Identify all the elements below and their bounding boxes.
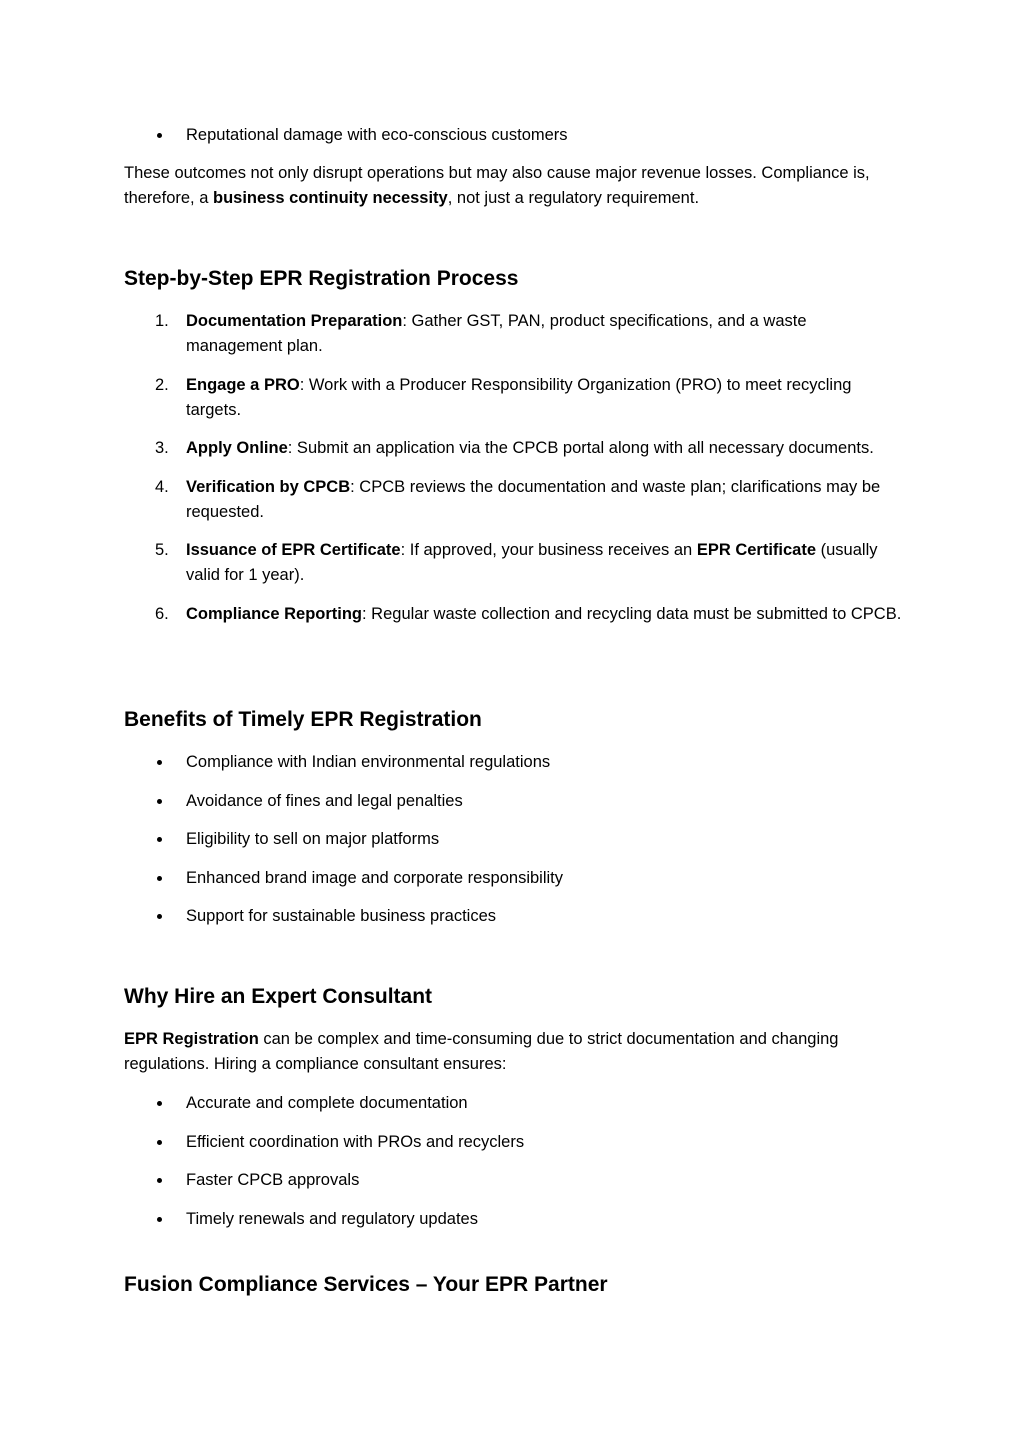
- list-item: [124, 1130, 904, 1155]
- consultant-paragraph: [124, 1027, 904, 1077]
- step-text: : Regular waste collection and recycling data must be submitted to CPCB.: [362, 604, 902, 623]
- step-item: [124, 475, 904, 525]
- list-item: [124, 904, 904, 929]
- step-text: : Gather GST, PAN, product specifications, and a waste management plan.: [186, 312, 807, 355]
- bullet-icon: [157, 1101, 162, 1106]
- list-item-text: Efficient coordination with PROs and recyclers: [186, 1132, 525, 1151]
- bullet-icon: [157, 760, 162, 765]
- paragraph-bold: business continuity necessity: [212, 189, 448, 207]
- paragraph-bold: EPR Registration: [124, 1030, 259, 1048]
- list-item: [124, 1091, 904, 1116]
- step-text: : Submit an application via the CPCB portal along with all necessary documents.: [287, 439, 874, 457]
- step-title: Engage a PRO: [186, 375, 300, 394]
- step-text: (usually valid for 1 year).: [186, 541, 878, 584]
- step-title: Compliance Reporting: [186, 604, 363, 623]
- list-item-text: Eligibility to sell on major platforms: [186, 830, 440, 848]
- list-item-text: Accurate and complete documentation: [186, 1094, 468, 1112]
- step-title: Issuance of EPR Certificate: [186, 541, 401, 559]
- step-number: 5.: [155, 541, 169, 559]
- step-bold-inline: EPR Certificate: [696, 541, 817, 559]
- list-item: [124, 123, 904, 148]
- list-item: [124, 1168, 904, 1193]
- step-text: : Work with a Producer Responsibility Organization (PRO) to meet recycling targets.: [186, 375, 852, 419]
- step-text: : If approved, your business receives an: [400, 541, 697, 559]
- step-item: [124, 309, 904, 359]
- intro-paragraph: [124, 161, 904, 211]
- bullet-icon: [157, 837, 162, 842]
- list-item-text: Faster CPCB approvals: [186, 1171, 360, 1189]
- bullet-icon: [157, 133, 162, 138]
- bullet-icon: [157, 1217, 162, 1222]
- list-item-text: Compliance with Indian environmental regulations: [186, 753, 551, 771]
- bullet-icon: [157, 914, 162, 919]
- list-item: [124, 789, 904, 814]
- step-number: 1.: [155, 312, 169, 330]
- section-heading-process: Step-by-Step EPR Registration Process: [124, 267, 519, 290]
- list-item: [124, 866, 904, 891]
- bullet-icon: [157, 799, 162, 804]
- list-item-text: Reputational damage with eco-conscious customers: [186, 126, 568, 144]
- section-heading-consultant: Why Hire an Expert Consultant: [124, 985, 433, 1008]
- list-item: [124, 750, 904, 775]
- list-item: [124, 827, 904, 852]
- step-item: [124, 602, 904, 627]
- section-heading-partner: Fusion Compliance Services – Your EPR Partner: [124, 1273, 608, 1296]
- bullet-icon: [157, 1140, 162, 1145]
- list-item-text: Enhanced brand image and corporate responsibility: [186, 868, 563, 887]
- step-title: Documentation Preparation: [186, 312, 403, 330]
- intro-bullet-list: [124, 123, 904, 162]
- step-number: 3.: [155, 439, 169, 457]
- step-title: Verification by CPCB: [186, 477, 351, 496]
- step-text: : CPCB reviews the documentation and waste plan; clarifications may be requested.: [186, 477, 881, 521]
- bullet-icon: [157, 1178, 162, 1183]
- list-item-text: Support for sustainable business practices: [186, 907, 497, 925]
- paragraph-text: These outcomes not only disrupt operations but may also cause major revenue losses. Compliance is, therefore, a: [124, 164, 870, 207]
- step-number: 6.: [155, 604, 169, 623]
- process-steps-list: [124, 309, 904, 640]
- paragraph-text: can be complex and time-consuming due to strict documentation and changing regulations. Hiring a compliance consultant ensures:: [124, 1030, 839, 1073]
- step-number: 4.: [155, 477, 169, 496]
- list-item-text: Timely renewals and regulatory updates: [186, 1209, 478, 1228]
- consultant-benefits-list: [124, 1091, 904, 1245]
- step-number: 2.: [155, 375, 169, 394]
- paragraph-text: , not just a regulatory requirement.: [447, 189, 700, 207]
- step-item: [124, 436, 904, 461]
- step-item: [124, 373, 904, 423]
- step-title: Apply Online: [186, 439, 288, 457]
- list-item: [124, 1207, 904, 1232]
- list-item-text: Avoidance of fines and legal penalties: [186, 791, 463, 810]
- section-heading-benefits: Benefits of Timely EPR Registration: [124, 708, 482, 731]
- benefits-list: [124, 750, 904, 943]
- step-item: [124, 538, 904, 588]
- bullet-icon: [157, 876, 162, 881]
